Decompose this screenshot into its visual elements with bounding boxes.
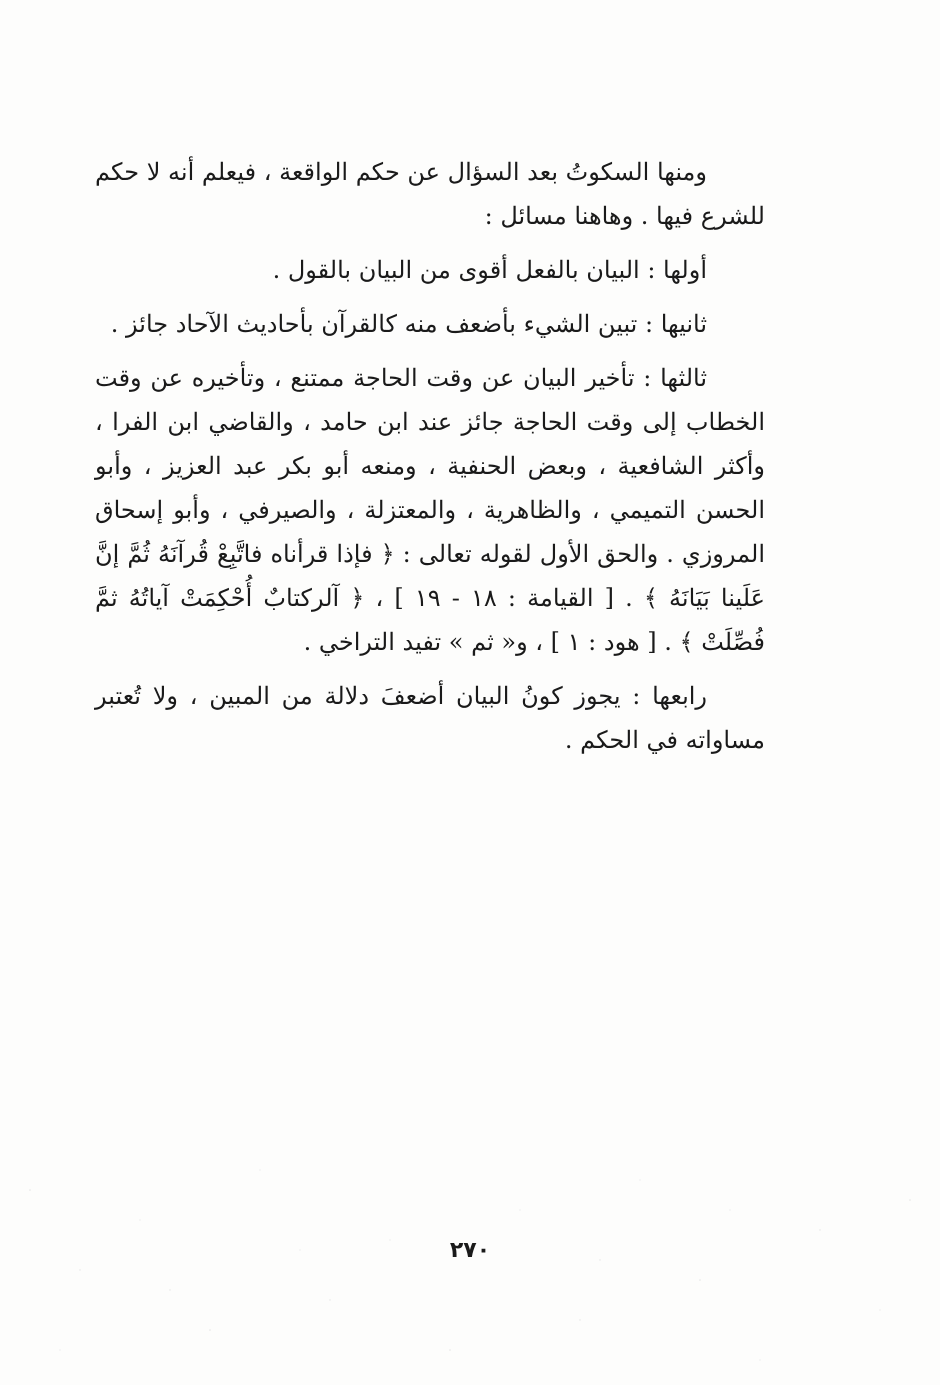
paper-noise bbox=[0, 1150, 940, 1385]
paragraph-first: أولها : البيان بالفعل أقوى من البيان بالقول . bbox=[272, 256, 707, 284]
page-number: ٢٧٠ bbox=[449, 1238, 491, 1263]
paragraph-fourth: رابعها : يجوز كونُ البيان أضعفَ دلالة من المبين ، ولا تُعتبر مساواته في الحكم . bbox=[95, 682, 765, 754]
paragraph-silence: ومنها السكوتُ بعد السؤال عن حكم الواقعة ، فيعلم أنه لا حكم للشرع فيها . وهاهنا مسائل : bbox=[95, 158, 765, 230]
paragraph-third: ثالثها : تأخير البيان عن وقت الحاجة ممتنع ، وتأخيره عن وقت الخطاب إلى وقت الحاجة جائز عند ابن حامد ، والقاضي ابن الفرا ، وأكثر الشافعية ، وبعض الحنفية ، ومنعه أبو بكر عبد العزيز ، وأبو الحسن التميمي ، والظاهرية ، والمعتزلة ، والصيرفي ، وأبو إسحاق المروزي . والحق الأول لقوله تعالى : ﴿ فإذا قرأناه فاتَّبِعْ قُرآنَهُ ثُمَّ إنَّ عَلَينا بَيَانَهُ ﴾ . [ القيامة : ١٨ - ١٩ ] ، ﴿ آلركتابٌ أُحْكِمَتْ آياتُهُ ثمَّ فُصِّلَتْ ﴾ . [ هود : ١ ] ، و« ثم » تفيد التراخي . bbox=[95, 364, 765, 656]
page-body bbox=[95, 150, 765, 772]
paragraph-second: ثانيها : تبين الشيء بأضعف منه كالقرآن بأحاديث الآحاد جائز . bbox=[110, 310, 707, 338]
